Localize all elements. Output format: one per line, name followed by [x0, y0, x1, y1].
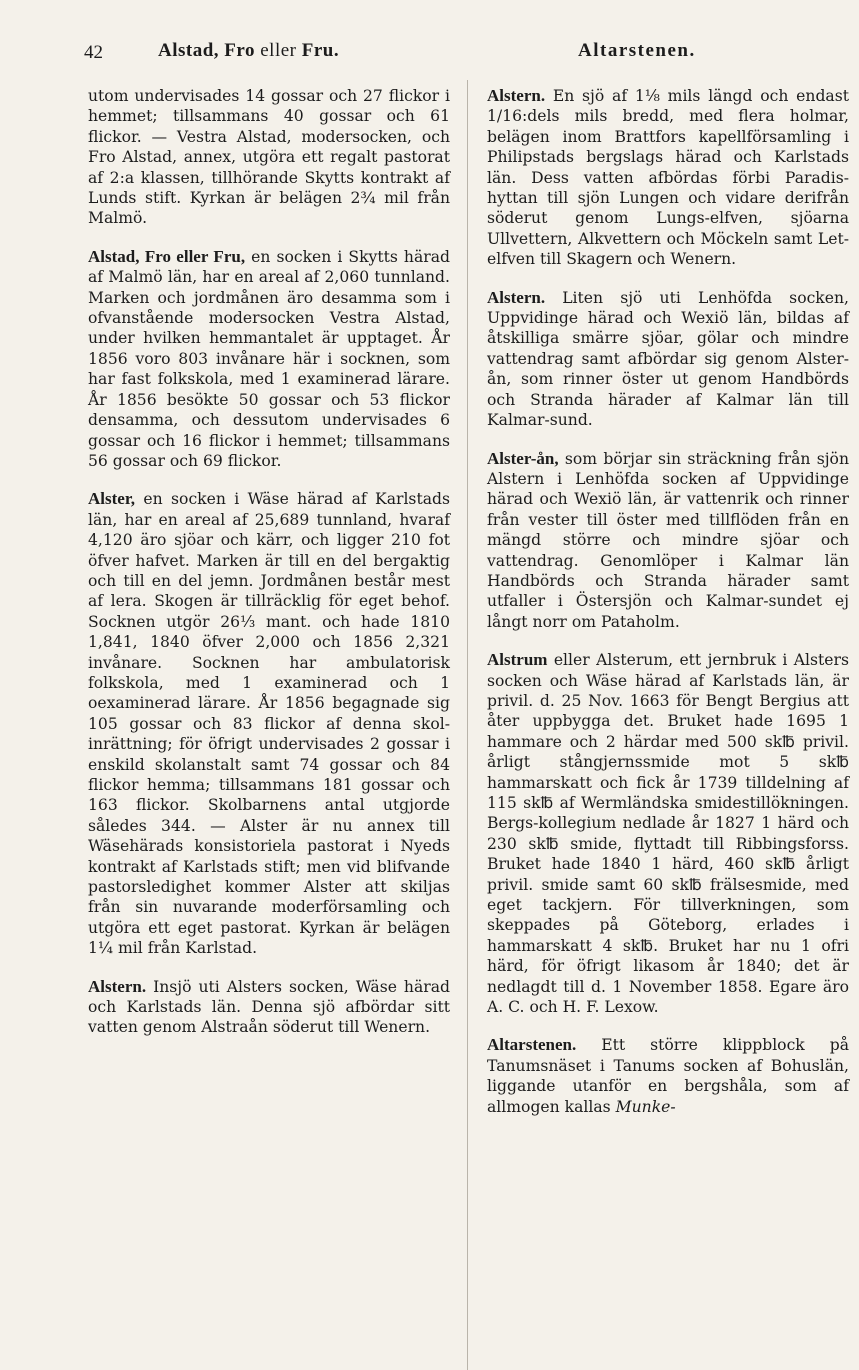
- entry-headword: Alstern.: [88, 976, 147, 996]
- left-column: [88, 86, 450, 1038]
- entry-headword: Alstad, Fro eller Fru,: [88, 246, 246, 266]
- entry-paragraph: Alster, en socken i Wäse härad af Karlstads län, har en areal af 25,689 tunnland, hvaraf 4,120 äro sjöar och kärr, och ligger 210 fot öfver hafvet. Marken är till en del bergaktig och till en del jemn. Jordmånen består mest af lera. Skogen är tillräcklig för eget behof. Socknen utgör 26⅓ mant. och hade 1810 1,841, 1840 öfver 2,000 och 1856 2,321 invånare. Socknen har ambulatorisk folkskola, med 1 examinerad och 1 oexaminerad lärare. År 1856 begagnade sig 105 gossar och 83 flickor af denna skol-inrättning; för öfrigt undervisades 2 gossar i enskild skolanstalt samt 74 gossar och 84 flickor hemma; tillsammans 181 gossar och 163 flickor. Skolbarnens antal utgjorde således 344. — Alster är nu annex till Wäsehärads konsistoriela pastorat i Nyeds kontrakt af Karlstads stift; men vid blifvande pastorsledighet kommer Alster att skiljas från sin nuvarande moderförsamling och utgöra ett eget pastorat. Kyrkan är belägen 1¼ mil från Karlstad.: [88, 489, 450, 958]
- running-head-left: Alstad, Fro eller Fru.: [158, 40, 340, 61]
- right-column: [487, 86, 849, 1117]
- entry-headword: Altarstenen.: [487, 1035, 577, 1055]
- entry-paragraph: Alstern. Liten sjö uti Lenhöfda socken, Uppvidinge härad och Wexiö län, bildas af åtskilliga smärre sjöar, gölar och mindre vattendrag samt afbördar sig genom Alster-ån, som rinner öster ut genom Handbörds och Stranda härader af Kalmar län till Kalmar-sund.: [487, 287, 849, 430]
- entry-italic-tail: Munke-: [615, 1097, 676, 1116]
- entry-paragraph: Alster-ån, som börjar sin sträckning från sjön Alstern i Lenhöfda socken af Uppvidinge härad och Wexiö län, är vattenrik och rinner från vester till öster med tillflöden från en mängd större och mindre sjöar och vattendrag. Genomlöper i Kalmar län Handbörds och Stranda härader samt utfaller i Östersjön och Kalmar-sundet ej långt norr om Pataholm.: [487, 448, 849, 631]
- entry-paragraph: Alstad, Fro eller Fru, en socken i Skytts härad af Malmö län, har en areal af 2,060 tunnland. Marken och jordmånen äro desamma som i ofvanstående modersocken Vestra Alstad, under hvilken hemmantalet är upptaget. År 1856 voro 803 invånare här i socknen, som har fast folkskola, med 1 examinerad lärare. År 1856 besökte 50 gossar och 53 flickor densamma, och dessutom undervisades 6 gossar och 16 flickor i hemmet; tillsammans 56 gossar och 69 flickor.: [88, 246, 450, 470]
- entry-headword: Alster-ån,: [487, 448, 559, 468]
- entry-headword: Alstrum: [487, 650, 548, 670]
- entry-headword: Alster,: [88, 489, 136, 509]
- page-header: [78, 40, 799, 70]
- page-number: 42: [84, 42, 103, 63]
- entry-paragraph: Alstern. En sjö af 1⅛ mils längd och endast 1/16:dels mils bredd, med flera holmar, belägen inom Brattfors kapellförsamling i Philipstads bergslags härad och Karlstads län. Dess vatten afbördas förbi Paradis-hyttan till sjön Lungen och vidare derifrån söderut genom Lungs-elfven, sjöarna Ullvettern, Alkvettern och Möckeln samt Let-elfven till Skagern och Wenern.: [487, 86, 849, 269]
- running-head-right: Altarstenen.: [578, 40, 696, 61]
- entry-paragraph: Alstrum eller Alsterum, ett jernbruk i Alsters socken och Wäse härad af Karlstads län, är privil. d. 25 Nov. 1663 för Bengt Bergius att åter uppbygga det. Bruket hade 1695 1 hammare och 2 härdar med 500 sk℔ privil. årligt stångjernssmide mot 5 sk℔ hammarskatt och fick år 1739 tilldelning af 115 sk℔ af Wermländska smidestillökningen. Bergs-kollegium nedlade år 1827 1 härd och 230 sk℔ smide, flyttadt till Ribbingsforss. Bruket hade 1840 1 härd, 460 sk℔ årligt privil. smide samt 60 sk℔ frälsesmide, med eget tackjern. För tillverkningen, som skeppades på Göteborg, erlades i hammarskatt 4 sk℔. Bruket har nu 1 ofri härd, för öfrigt likasom år 1840; det är nedlagdt till d. 1 November 1858. Egare äro A. C. och H. F. Lexow.: [487, 650, 849, 1017]
- entry-headword: Alstern.: [487, 287, 546, 307]
- entry-paragraph: Alstern. Insjö uti Alsters socken, Wäse härad och Karlstads län. Denna sjö afbördar sitt vatten genom Alstraån söderut till Wenern.: [88, 976, 450, 1037]
- entry-paragraph: utom undervisades 14 gossar och 27 flickor i hemmet; tillsammans 40 gossar och 61 flickor. — Vestra Alstad, modersocken, och Fro Alstad, annex, utgöra ett regalt pastorat af 2:a klassen, tillhörande Skytts kontrakt af Lunds stift. Kyrkan är belägen 2¾ mil från Malmö.: [88, 87, 450, 228]
- entry-headword: Alstern.: [487, 86, 546, 105]
- column-divider: [467, 80, 468, 1370]
- entry-paragraph: Altarstenen. Ett större klippblock på Tanumsnäset i Tanums socken af Bohuslän, liggande utanför en bergshåla, som af allmogen kallas Munke-: [487, 1035, 849, 1116]
